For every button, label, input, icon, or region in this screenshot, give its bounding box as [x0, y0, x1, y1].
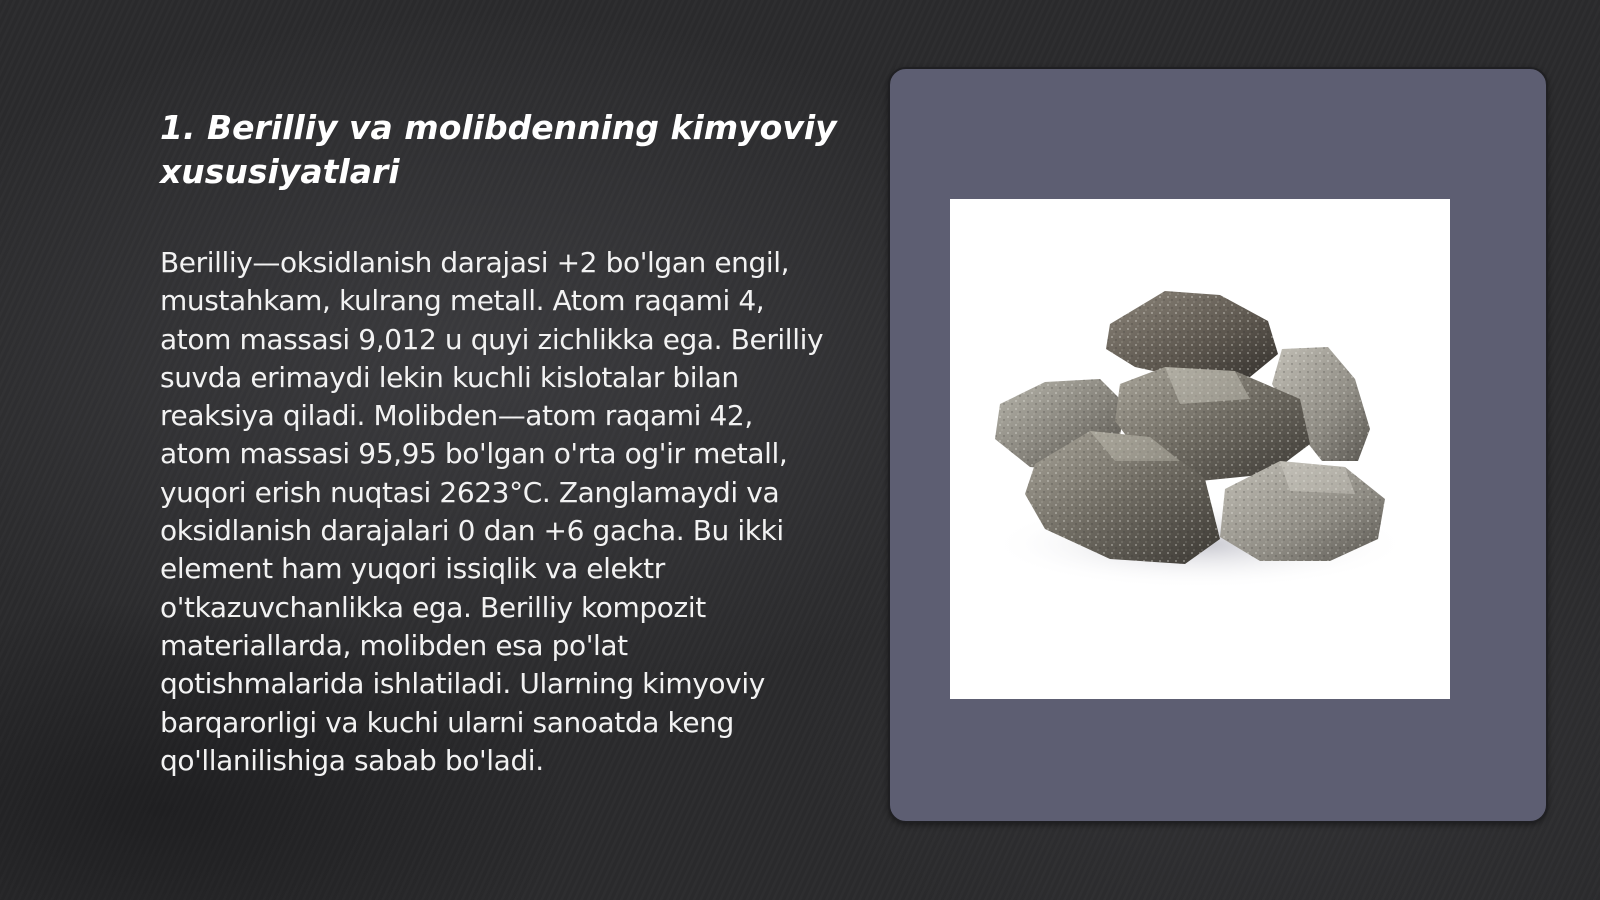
metal-chunks-photo	[950, 199, 1450, 699]
slide-title: 1. Berilliy va molibdenning kimyoviy xususiyatlari	[160, 108, 837, 191]
slide-body-text: Berilliy—oksidlanish darajasi +2 bo'lgan engil, mustahkam, kulrang metall. Atom raqami 4, atom massasi 9,012 u quyi zichlikka ega. Berilliy suvda erimaydi lekin kuchli kislotalar bilan reaksiya qiladi. Molibden—atom raqami 42, atom massasi 95,95 bo'lgan o'rta og'ir metall, yuqori erish nuqtasi 2623°C. Zanglamaydi va oksidlanish darajalari 0 dan +6 gacha. Bu ikki element ham yuqori issiqlik va elektr o'tkazuvchanlikka ega. Berilliy kompozit materiallarda, molibden esa po'lat qotishmalarida ishlatiladi. Ularning kimyoviy barqarorligi va kuchi ularni sanoatda keng qo'llanilishiga sabab bo'ladi.	[160, 246, 824, 777]
